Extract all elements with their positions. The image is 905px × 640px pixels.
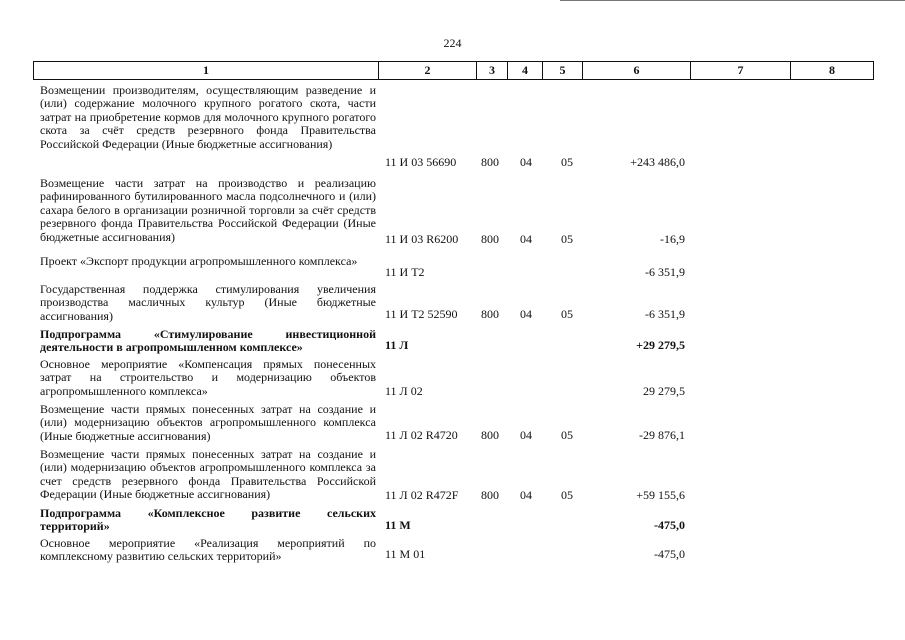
header-col-4: 4 [507,62,542,79]
header-col-7: 7 [690,62,790,79]
row-sum: -16,9 [660,232,685,246]
row-description: Возмещение части прямых понесенных затрат на создание и (или) модернизацию объектов агропромышленного комплекса за счет средств резервного фонда Правительства Российской Федерации (Иные бюджетные ассигнования) [40,447,376,502]
row-description: Основное мероприятие «Компенсация прямых понесенных затрат на строительство и модернизацию объектов агропромышленного комплекса» [40,357,376,398]
header-col-3: 3 [476,62,507,79]
row-pr: 05 [561,428,573,442]
row-description: Подпрограмма «Комплексное развитие сельских территорий» [40,506,376,534]
page-number: 224 [443,36,462,50]
row-pr: 05 [561,488,573,502]
row-rz: 04 [520,488,532,502]
row-sum: -475,0 [654,547,685,561]
row-sum: -6 351,9 [645,265,685,279]
row-code: 11 И 03 56690 [385,155,457,169]
row-sum: -475,0 [654,518,685,532]
row-pr: 05 [561,307,573,321]
row-pr: 05 [561,155,573,169]
header-col-2: 2 [378,62,476,79]
row-sum: -29 876,1 [639,428,685,442]
row-code: 11 И Т2 [385,265,425,279]
row-rz: 04 [520,428,532,442]
row-vr: 800 [481,488,499,502]
row-sum: +243 486,0 [630,155,685,169]
row-rz: 04 [520,155,532,169]
row-code: 11 Л 02 R4720 [385,428,458,442]
row-code: 11 М 01 [385,547,426,561]
row-description: Проект «Экспорт продукции агропромышленного комплекса» [40,254,358,268]
row-sum: +29 279,5 [636,338,685,352]
header-col-1: 1 [203,63,209,77]
row-rz: 04 [520,232,532,246]
row-vr: 800 [481,155,499,169]
row-description: Государственная поддержка стимулирования увеличения производства масличных культур (Иные бюджетные ассигнования) [40,282,376,323]
row-code: 11 Л 02 [385,384,423,398]
row-description: Подпрограмма «Стимулирование инвестиционной деятельности в агропромышленном комплексе» [40,327,376,355]
row-sum: -6 351,9 [645,307,685,321]
row-rz: 04 [520,307,532,321]
row-sum: 29 279,5 [643,384,685,398]
row-vr: 800 [481,428,499,442]
row-code: 11 И 03 R6200 [385,232,459,246]
header-col-8: 8 [790,62,873,79]
row-code: 11 Л [385,338,409,352]
row-description: Возмещение части прямых понесенных затрат на создание и (или) модернизацию объектов агропромышленного комплекса (Иные бюджетные ассигнования) [40,402,376,443]
top-edge-line [560,0,905,1]
row-vr: 800 [481,307,499,321]
row-description: Возмещение части затрат на производство и реализацию рафинированного бутилированного масла подсолнечного и (или) сахара белого в организации розничной торговли за счёт средств резервного фонда Правительства Российской Федерации (Иные бюджетные ассигнования) [40,176,376,244]
row-code: 11 Л 02 R472F [385,488,459,502]
row-pr: 05 [561,232,573,246]
row-vr: 800 [481,232,499,246]
row-description: Возмещении производителям, осуществляющим разведение и (или) содержание молочного крупного рогатого скота, части затрат на приобретение кормов для молочного крупного рогатого скота за счёт средств резервного фонда Правительства Российской Федерации (Иные бюджетные ассигнования) [40,83,376,151]
row-description: Основное мероприятие «Реализация мероприятий по комплексному развитию сельских территорий» [40,536,376,564]
row-sum: +59 155,6 [636,488,685,502]
header-col-6: 6 [582,62,690,79]
row-code: 11 И Т2 52590 [385,307,458,321]
table-header [33,61,874,80]
header-col-5: 5 [542,62,582,79]
row-code: 11 М [385,518,411,532]
